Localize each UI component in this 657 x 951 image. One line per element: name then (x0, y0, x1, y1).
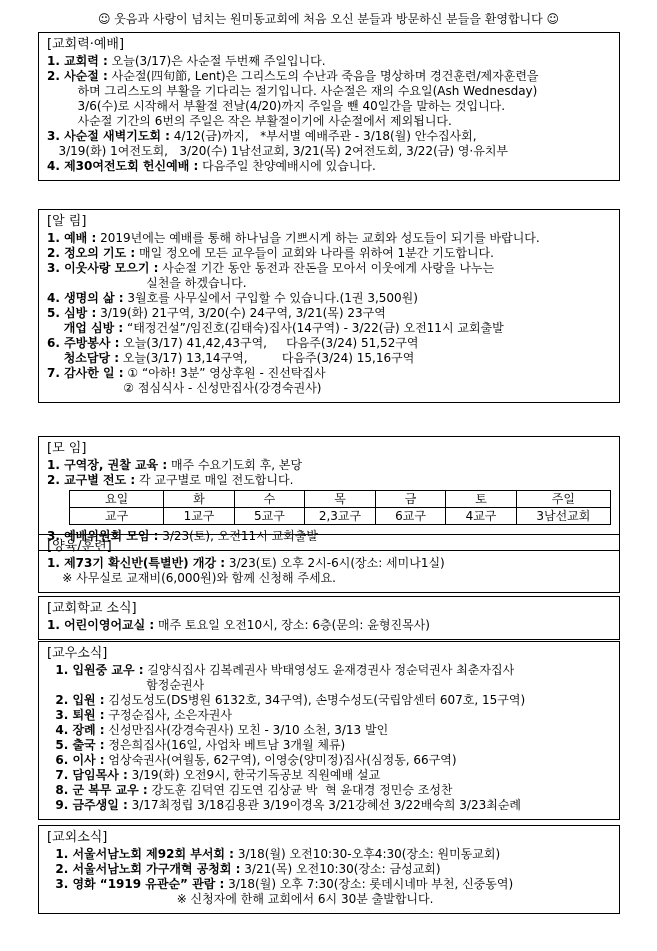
notice-line (47, 663, 611, 678)
item-label: 3. 예배위원회 모임 : (47, 529, 159, 543)
item-label: 청소담당 : (47, 351, 120, 365)
notice-line (47, 693, 611, 708)
notice-line (47, 54, 611, 69)
item-label: 7. 담임목사 : (47, 768, 128, 782)
table-header-cell: 화 (164, 491, 234, 508)
item-label: 5. 심방 : (47, 306, 97, 320)
item-text: ② 점심식사 - 신성만집사(강경숙권사) (47, 381, 322, 395)
item-text: ※ 사무실로 교재비(6,000원)와 함께 신청해 주세요. (47, 571, 336, 585)
item-text: 매주 토요일 오전10시, 장소: 6층(문의: 윤형진목사) (154, 618, 430, 632)
notice-line (47, 144, 611, 159)
item-label: 개업 심방 : (47, 321, 124, 335)
notice-line (47, 276, 611, 291)
table-cell: 5교구 (234, 508, 304, 525)
item-text: 3/18(월) 오후 7:30(장소: 롯데시네마 부천, 신중동역) (224, 877, 514, 891)
item-label: 1. 제73기 확신반(특별반) 개강 : (47, 556, 226, 570)
item-text: 신성만집사(강경숙권사) 모친 - 3/10 소천, 3/13 발인 (104, 723, 389, 737)
notice-line (47, 114, 611, 129)
item-text: 하며 그리스도의 부활을 기다리는 절기입니다. 사순절은 재의 수요일(Ash Wednesday) (47, 84, 538, 98)
item-label: 2. 교구별 전도 : (47, 473, 136, 487)
notice-line (47, 847, 611, 862)
notice-line (47, 84, 611, 99)
item-text: 오늘(3/17) 41,42,43구역, 다음주(3/24) 51,52구역 (119, 336, 419, 350)
item-label: 2. 정오의 기도 : (47, 246, 136, 260)
item-text: 각 교구별로 매일 전도합니다. (135, 473, 294, 487)
item-text: 엄상숙권사(여월동, 62구역), 이영숭(양미정)집사(심정동, 66구역) (104, 753, 457, 767)
table-header-cell: 주일 (516, 491, 610, 508)
item-label: 3. 영화 “1919 유관순” 관람 : (47, 877, 225, 891)
item-text: 3/19(화) 1여전도회, 3/20(수) 1남선교회, 3/21(목) 2여전도회, 3/22(금) 영·유치부 (47, 144, 509, 158)
section-training (38, 534, 620, 593)
table-cell: 6교구 (375, 508, 445, 525)
item-text: 사순절(四旬節, Lent)은 그리스도의 수난과 죽음을 명상하며 경건훈련/제자훈련을 (107, 69, 539, 83)
notice-line (47, 321, 611, 336)
table-cell: 3남선교회 (516, 508, 610, 525)
notice-line (47, 336, 611, 351)
item-text: 실천을 하겠습니다. (47, 276, 247, 290)
item-label: 3. 이웃사랑 모으기 : (47, 261, 159, 275)
item-text: 오늘(3/17)은 사순절 두번째 주일입니다. (107, 54, 326, 68)
item-label: 4. 장례 : (47, 723, 105, 737)
item-text: 3/6(수)로 시작해서 부활절 전날(4/20)까지 주일을 뺀 40일간을 말하는 것입니다. (47, 99, 506, 113)
item-text: 정은희집사(16일, 사업차 베트남 3개월 체류) (104, 738, 346, 752)
table-header-cell: 금 (375, 491, 445, 508)
table-header-cell: 수 (234, 491, 304, 508)
item-text: 3월호를 사무실에서 구입할 수 있습니다.(1권 3,500원) (123, 291, 418, 305)
item-label: 8. 군 복무 교우 : (47, 783, 148, 797)
item-text: 3/19(화) 오전9시, 한국기독공보 직원예배 설교 (127, 768, 381, 782)
item-text: 4/12(금)까지, *부서별 예배주관 - 3/18(월) 안수집사회, (169, 129, 477, 143)
table-header-cell: 요일 (70, 491, 164, 508)
notice-line (47, 99, 611, 114)
section-title: [교회력·예배] (47, 37, 125, 52)
item-text: 김성도성도(DS병원 6132호, 34구역), 손명수성도(국립암센터 607호, 15구역) (104, 693, 526, 707)
notice-line (47, 246, 611, 261)
item-label: 9. 금주생일 : (47, 798, 128, 812)
item-text: ※ 신청자에 한해 교회에서 6시 30분 출발합니다. (47, 892, 434, 906)
table-cell: 1교구 (164, 508, 234, 525)
section-title: [모 임] (47, 441, 87, 456)
notice-line (47, 892, 611, 907)
item-text: 길양식집사 김복례권사 박태영성도 윤재경권사 정순덕권사 최춘자집사 (143, 663, 515, 677)
notice-line (47, 473, 611, 488)
item-text: 3/17최정립 3/18김용관 3/19이경옥 3/21강혜선 3/22배숙희 3/23최순례 (127, 798, 522, 812)
section-church-school (38, 596, 620, 640)
item-text: 매주 수요기도회 후, 본당 (167, 458, 303, 472)
notice-line (47, 877, 611, 892)
table-header-cell: 토 (446, 491, 516, 508)
item-label: 1. 어린이영어교실 : (47, 618, 155, 632)
section-title: [교외소식] (47, 830, 108, 845)
notice-line (47, 381, 611, 396)
item-text: 3/21(목) 오전10:30(장소: 금성교회) (240, 862, 441, 876)
section-title: [교회학교 소식] (47, 601, 137, 616)
item-label: 2. 사순절 : (47, 69, 108, 83)
item-text: 3/19(화) 21구역, 3/20(수) 24구역, 3/21(목) 23구역 (96, 306, 386, 320)
table-header-cell: 목 (305, 491, 376, 508)
item-label: 2. 서울서남노회 가구개혁 공청회 : (47, 862, 241, 876)
item-label: 2. 입원 : (47, 693, 105, 707)
table-cell: 2,3교구 (305, 508, 376, 525)
item-text: 구정순집사, 소은자권사 (104, 708, 232, 722)
item-text: 3/23(토), 오전11시 교회출발 (158, 529, 318, 543)
welcome-banner: ☺ 웃음과 사랑이 넘치는 원미동교회에 처음 오신 분들과 방문하신 분들을 환영합니다 ☺ (97, 12, 560, 26)
item-label: 1. 구역장, 권찰 교육 : (47, 458, 168, 472)
item-label: 5. 출국 : (47, 738, 105, 752)
notice-line (47, 862, 611, 877)
item-label: 1. 교회력 : (47, 54, 108, 68)
item-label: 4. 생명의 삶 : (47, 291, 124, 305)
item-text: 3/18(월) 오전10:30-오후4:30(장소: 원미동교회) (234, 847, 501, 861)
item-text: 사순절 기간의 6번의 주일은 작은 부활절이기에 사순절에서 제외됩니다. (47, 114, 452, 128)
item-label: 1. 서울서남노회 제92회 부서회 : (47, 847, 234, 861)
notice-line (47, 723, 611, 738)
item-text: 3/23(토) 오후 2시-6시(장소: 세미나1실) (225, 556, 445, 570)
item-text: 강도훈 김덕연 김도연 김상균 박 혁 윤대경 정민승 조성찬 (147, 783, 453, 797)
item-label: 1. 입원중 교우 : (47, 663, 144, 677)
item-label: 6. 이사 : (47, 753, 105, 767)
notice-line (47, 618, 611, 633)
item-text: ① “아하! 3분” 영상후원 - 진선탁집사 (123, 366, 326, 380)
item-text: 함정순권사 (47, 678, 205, 692)
notice-line (47, 261, 611, 276)
notice-line (47, 69, 611, 84)
section-title: [교우소식] (47, 646, 108, 661)
item-text: 오늘(3/17) 13,14구역, 다음주(3/24) 15,16구역 (119, 351, 415, 365)
item-text: 다음주일 찬양예배시에 있습니다. (198, 159, 376, 173)
notice-line (47, 768, 611, 783)
item-text: “태정건설”/임진호(김태숙)집사(14구역) - 3/22(금) 오전11시 교회출발 (123, 321, 504, 335)
notice-line (47, 678, 611, 693)
notice-line (47, 783, 611, 798)
item-text: 매일 정오에 모든 교우들이 교회와 나라를 위하여 1분간 기도합니다. (135, 246, 494, 260)
table-cell: 교구 (70, 508, 164, 525)
item-text: 사순절 기간 동안 동전과 잔돈을 모아서 이웃에게 사랑을 나누는 (158, 261, 495, 275)
notice-line (47, 159, 611, 174)
section-title: [양육/훈련] (47, 539, 112, 554)
section-church-calendar (38, 32, 620, 181)
notice-line (47, 798, 611, 813)
item-label: 4. 제30여전도회 헌신예배 : (47, 159, 199, 173)
item-label: 6. 주방봉사 : (47, 336, 120, 350)
notice-line (47, 366, 611, 381)
evangelism-schedule-table (69, 490, 611, 525)
section-title: [알 림] (47, 214, 87, 229)
notice-line (47, 291, 611, 306)
item-text: 2019년에는 예배를 통해 하나님을 기쁘시게 하는 교회와 성도들이 되기를 바랍니다. (96, 231, 540, 245)
notice-line (47, 129, 611, 144)
section-member-news (38, 641, 620, 820)
notice-line (47, 458, 611, 473)
item-label: 3. 사순절 새벽기도회 : (47, 129, 170, 143)
notice-line (47, 571, 611, 586)
table-cell: 4교구 (446, 508, 516, 525)
notice-line (47, 556, 611, 571)
notice-line (47, 708, 611, 723)
section-notices (38, 209, 620, 403)
notice-line (47, 351, 611, 366)
notice-line (47, 306, 611, 321)
item-label: 7. 감사한 일 : (47, 366, 124, 380)
notice-line (47, 231, 611, 246)
item-label: 1. 예배 : (47, 231, 97, 245)
section-external-news (38, 825, 620, 914)
item-label: 3. 퇴원 : (47, 708, 105, 722)
notice-line (47, 738, 611, 753)
notice-line (47, 753, 611, 768)
